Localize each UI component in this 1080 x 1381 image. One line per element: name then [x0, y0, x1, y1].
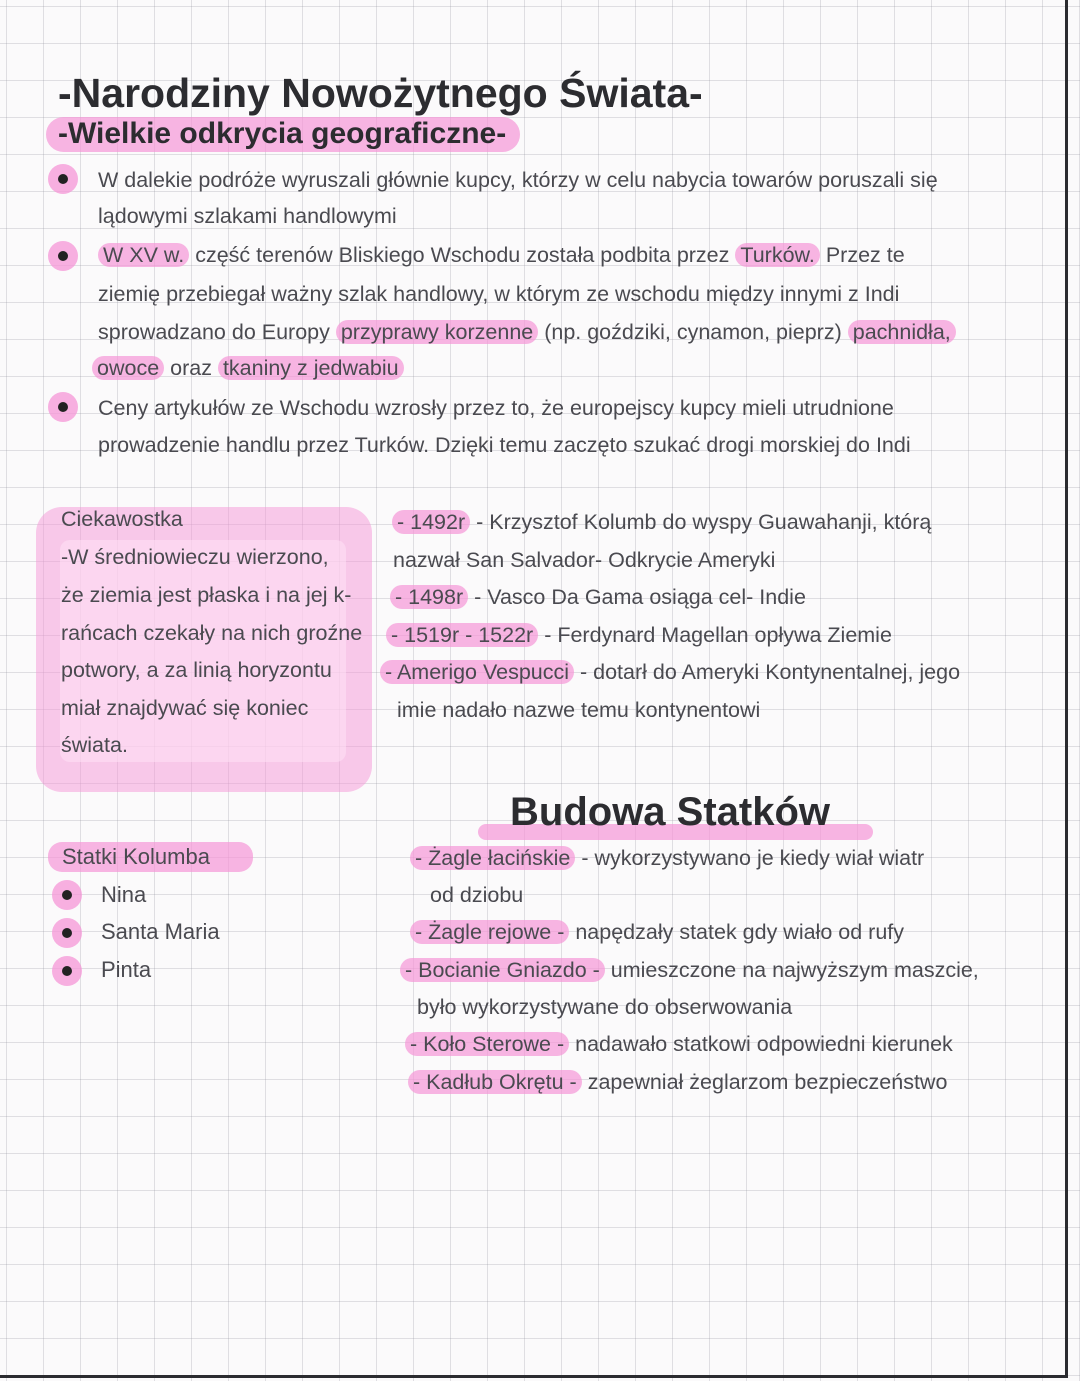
bullet-icon: [48, 392, 78, 422]
subtitle-highlight: -Wielkie odkrycia geograficzne-: [46, 117, 520, 152]
intro-line: ziemię przebiegał ważny szlak handlowy, w którym ze wschodu między innymi z Indi: [98, 282, 900, 306]
ships-label: Statki Kolumba: [62, 844, 210, 869]
timeline-event: [390, 585, 806, 610]
page-title: -Narodziny Nowożytnego Świata-: [58, 70, 703, 116]
ship-part-line: od dziobu: [430, 883, 524, 907]
date-highlight: - 1492r: [392, 510, 470, 534]
highlight: W XV w.: [98, 243, 189, 267]
text-span: (np. goździki, cynamon, pieprz): [538, 320, 848, 344]
highlight: owoce: [92, 356, 164, 380]
intro-line: [92, 356, 404, 381]
bullet-icon: [52, 918, 82, 948]
term-highlight: - Bocianie Gniazdo -: [400, 958, 605, 982]
ship-building-title: Budowa Statków: [510, 790, 831, 834]
bullet-icon: [52, 956, 82, 986]
date-highlight: - 1519r - 1522r: [386, 623, 538, 647]
term-highlight: - Koło Sterowe -: [405, 1032, 569, 1056]
ship-part-line: było wykorzystywane do obserwowania: [417, 995, 793, 1019]
ship-part: [400, 958, 979, 983]
highlight: tkaniny z jedwabiu: [218, 356, 404, 380]
bullet-icon: [52, 880, 82, 910]
timeline-event: [392, 510, 931, 535]
bullet-icon: [48, 241, 78, 271]
fun-fact-line: -W średniowieczu wierzono,: [61, 545, 329, 569]
term-highlight: - Żagle rejowe -: [410, 920, 569, 944]
intro-line: lądowymi szlakami handlowymi: [98, 204, 397, 228]
fun-fact-line: potwory, a za linią horyzontu: [61, 658, 332, 682]
fun-fact-line: że ziemia jest płaska i na jej k-: [61, 583, 352, 607]
ship-part: [410, 920, 904, 945]
timeline-line: imie nadało nazwe temu kontynentowi: [397, 698, 761, 722]
timeline-event: [386, 623, 892, 648]
text-span: napędzały statek gdy wiało od rufy: [569, 920, 904, 944]
ship-item: Santa Maria: [101, 919, 220, 944]
bullet-icon: [48, 164, 78, 194]
ship-part: [410, 846, 924, 871]
intro-line: prowadzenie handlu przez Turków. Dzięki temu zaczęto szukać drogi morskiej do Indi: [98, 433, 911, 457]
text-span: - Krzysztof Kolumb do wyspy Guawahanji, którą: [470, 510, 932, 534]
term-highlight: - Kadłub Okrętu -: [408, 1070, 582, 1094]
highlight: pachnidła,: [848, 320, 956, 344]
text-span: część terenów Bliskiego Wschodu została podbita przez: [189, 243, 736, 267]
ship-part: [408, 1070, 947, 1095]
text-span: umieszczone na najwyższym maszcie,: [604, 958, 979, 982]
text-span: Przez te: [819, 243, 905, 267]
section-subtitle: [46, 117, 520, 151]
text-span: zapewniał żeglarzom bezpieczeństwo: [581, 1070, 948, 1094]
text-span: oraz: [164, 356, 218, 380]
fun-fact-line: miał znajdywać się koniec: [61, 696, 309, 720]
fun-fact-heading: Ciekawostka: [61, 507, 183, 531]
intro-line: W dalekie podróże wyruszali głównie kupcy, którzy w celu nabycia towarów poruszali się: [98, 168, 938, 192]
date-highlight: - 1498r: [390, 585, 468, 609]
text-span: nadawało statkowi odpowiedni kierunek: [569, 1032, 953, 1056]
timeline-line: nazwał San Salvador- Odkrycie Ameryki: [393, 548, 776, 572]
intro-line: Ceny artykułów ze Wschodu wzrosły przez to, że europejscy kupcy mieli utrudnione: [98, 396, 894, 420]
text-span: - dotarł do Ameryki Kontynentalnej, jego: [574, 660, 961, 684]
intro-line: [98, 243, 905, 268]
text-span: sprowadzano do Europy: [98, 320, 336, 344]
name-highlight: - Amerigo Vespucci: [380, 660, 574, 684]
text-span: - wykorzystywano je kiedy wiał wiatr: [575, 846, 925, 870]
timeline-event: [380, 660, 960, 685]
text-span: - Ferdynard Magellan opływa Ziemie: [538, 623, 892, 647]
ship-item: Nina: [101, 882, 147, 907]
fun-fact-line: rańcach czekały na nich groźne: [61, 621, 363, 645]
fun-fact-inner: [60, 540, 346, 762]
intro-line: [98, 320, 956, 345]
term-highlight: - Żagle łacińskie: [410, 846, 575, 870]
ship-item: Pinta: [101, 957, 152, 982]
text-span: - Vasco Da Gama osiąga cel- Indie: [468, 585, 806, 609]
highlight: przyprawy korzenne: [336, 320, 538, 344]
fun-fact-line: świata.: [61, 733, 128, 757]
ship-part: [405, 1032, 953, 1057]
highlight: Turków.: [735, 243, 819, 267]
